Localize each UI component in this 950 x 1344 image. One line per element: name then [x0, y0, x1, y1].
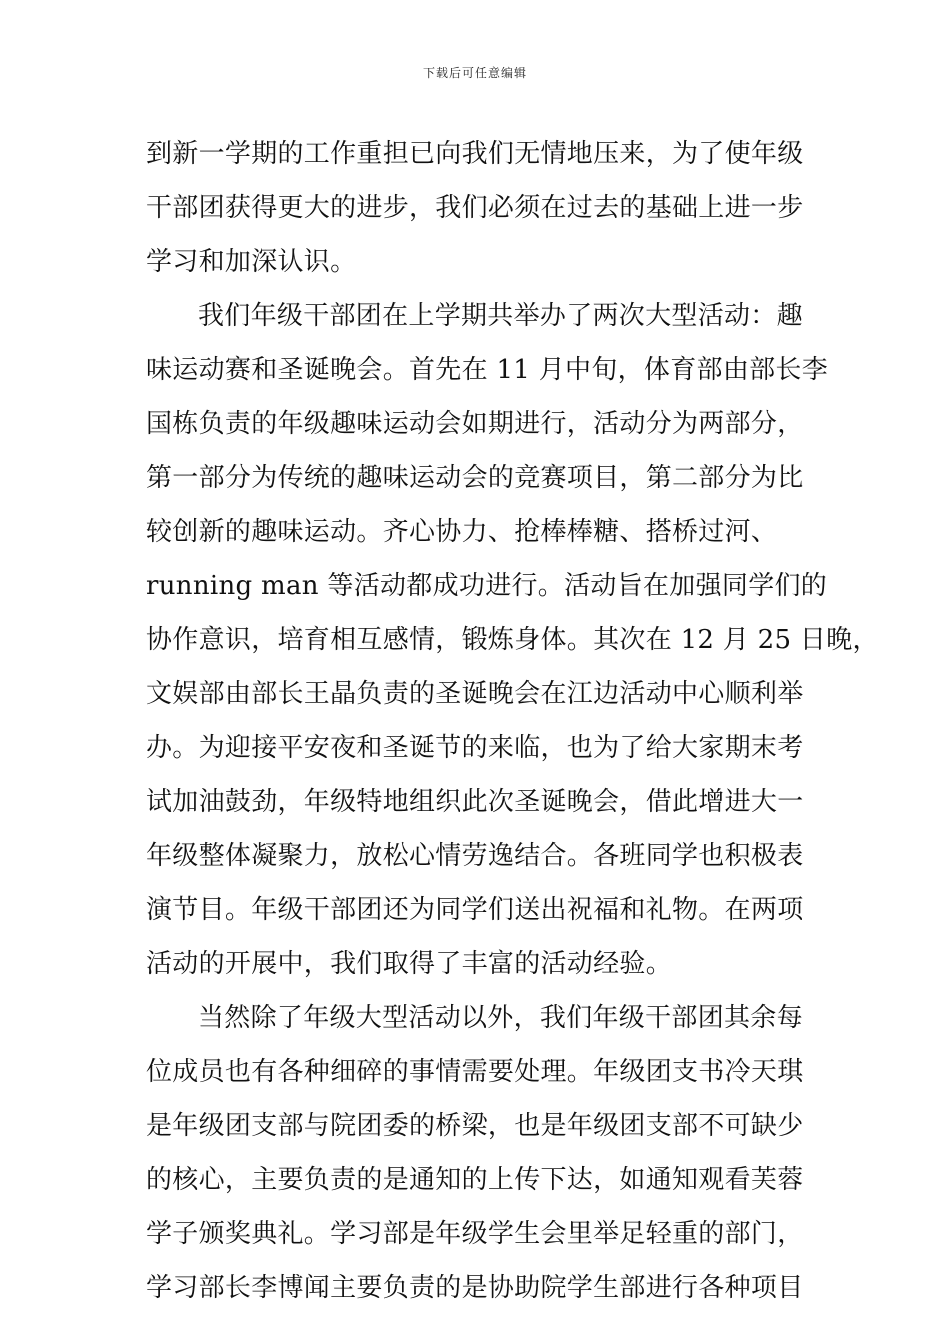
text-line: 干部团获得更大的进步，我们必须在过去的基础上进一步 — [146, 193, 804, 223]
text-line: 演节目。年级干部团还为同学们送出祝福和礼物。在两项 — [146, 895, 804, 925]
text-line: 学习部长李博闻主要负责的是协助院学生部进行各种项目 — [146, 1273, 804, 1303]
text-line: 到新一学期的工作重担已向我们无情地压来，为了使年级 — [146, 139, 804, 169]
text-line: 是年级团支部与院团委的桥梁，也是年级团支部不可缺少 — [146, 1111, 804, 1141]
text-line: 办。为迎接平安夜和圣诞节的来临，也为了给大家期末考 — [146, 733, 804, 763]
text-line: 较创新的趣味运动。齐心协力、抢棒棒糖、搭桥过河、 — [146, 517, 778, 547]
text-line: 第一部分为传统的趣味运动会的竞赛项目，第二部分为比 — [146, 463, 804, 493]
paragraph-first-line: 我们年级干部团在上学期共举办了两次大型活动：趣 — [198, 301, 803, 331]
document-body — [146, 127, 879, 1315]
text-line: 活动的开展中，我们取得了丰富的活动经验。 — [146, 949, 673, 979]
text-line: 学习和加深认识。 — [146, 247, 357, 277]
text-line: 的核心，主要负责的是通知的上传下达，如通知观看芙蓉 — [146, 1165, 804, 1195]
text-line: 协作意识，培育相互感情，锻炼身体。其次在 12 月 25 日晚， — [146, 625, 879, 655]
text-line: 味运动赛和圣诞晚会。首先在 11 月中旬，体育部由部长李 — [146, 355, 829, 385]
text-line: 国栋负责的年级趣味运动会如期进行，活动分为两部分， — [146, 409, 804, 439]
text-line: 位成员也有各种细碎的事情需要处理。年级团支书冷天琪 — [146, 1057, 804, 1087]
text-line: running man 等活动都成功进行。活动旨在加强同学们的 — [146, 571, 828, 601]
text-line: 学子颁奖典礼。学习部是年级学生会里举足轻重的部门， — [146, 1219, 804, 1249]
text-line: 年级整体凝聚力，放松心情劳逸结合。各班同学也积极表 — [146, 841, 804, 871]
text-line: 试加油鼓劲，年级特地组织此次圣诞晚会，借此增进大一 — [146, 787, 804, 817]
paragraph-first-line: 当然除了年级大型活动以外，我们年级干部团其余每 — [198, 1003, 803, 1033]
text-line: 文娱部由部长王晶负责的圣诞晚会在江边活动中心顺利举 — [146, 679, 804, 709]
page-header: 下载后可任意编辑 — [422, 66, 527, 80]
